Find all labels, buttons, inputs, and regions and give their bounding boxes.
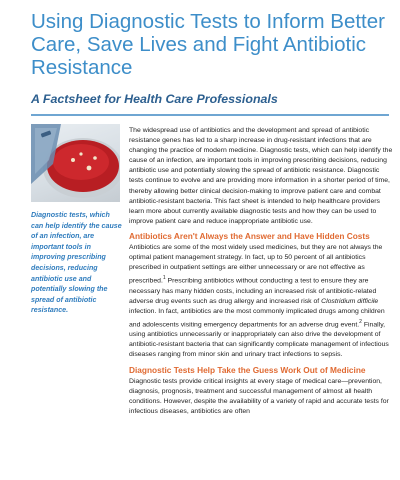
antibiotics-text-4: Finally, using antibiotics unnecessarily or inappropriately can also drive the development of antibiotic-resistant bacteria that can significantly complicate management of infectious diseases ranging from minor skin and urinary tract infections to sepsis.	[129, 321, 389, 359]
page-title: Using Diagnostic Tests to Inform Better Care, Save Lives and Fight Antibiotic Resistance	[31, 10, 385, 79]
section-heading-diagnostics: Diagnostic Tests Help Take the Guess Work Out of Medicine	[129, 364, 366, 375]
petri-dish-photo	[31, 124, 120, 202]
antibiotics-text-3: infection. In fact, antibiotics are the most commonly implicated drugs among children and adolescents visiting emergency departments for an adverse drug event.	[129, 307, 385, 329]
header-divider	[31, 114, 389, 116]
diagnostics-paragraph: Diagnostic tests provide critical insights at every stage of medical care—prevention, diagnosis, prognosis, treatment and successful management of almost all health conditions. However, despite the availability of a variety of rapid and accurate tests for infectious diseases, antibiotics are often	[129, 377, 389, 415]
antibiotics-paragraph	[129, 243, 393, 361]
footnote-ref-2: 2	[359, 318, 362, 325]
intro-paragraph: The widespread use of antibiotics and the development and spread of antibiotic resistance genes has led to a sharp increase in drug-resistant infections that are changing the practice of modern medicine. Diagnostic tests, which can help identify the cause of an infection, are important tools in improving prescribing decisions, reducing antibiotic use and potentially slowing the spread of antibiotic resistance. Diagnostic tests continue to evolve and are providing more information in a shorter period of time, thereby allowing better clinical decision-making to improve patient care and combat antibiotic-resistant bacteria. This fact sheet is intended to help healthcare providers learn more about currently available diagnostic tests and how they can be used to improve patient care and reduce inappropriate antibiotic use.	[129, 127, 393, 225]
main-column	[129, 126, 393, 417]
footnote-ref-1: 1	[162, 275, 166, 282]
section-heading-antibiotics: Antibiotics Aren't Always the Answer and Have Hidden Costs	[129, 230, 370, 241]
page-subtitle: A Factsheet for Health Care Professionals	[31, 92, 278, 106]
antibiotics-text-2: Prescribing antibiotics without conducting a test to ensure they are necessary has many hidden costs, including an increased risk of antibiotic-related adverse drug events such as drug allergy and increased risk of	[129, 277, 377, 305]
pull-quote: Diagnostic tests, which can help identify the cause of an infection, are important tools in improving prescribing decisions, reducing antibiotic use and potentially slowing the spread of antibiotic resistance.	[31, 211, 122, 315]
petri-dish-illustration	[31, 124, 120, 202]
antibiotics-text-1: Antibiotics are some of the most widely used medicines, but they are not always the optimal patient management strategy. In fact, up to 50 percent of all antibiotics prescribed in outpatient settings are either unnecessary or are not effective as prescribed.	[129, 243, 383, 285]
organism-name: Clostridium difficile	[321, 297, 379, 305]
